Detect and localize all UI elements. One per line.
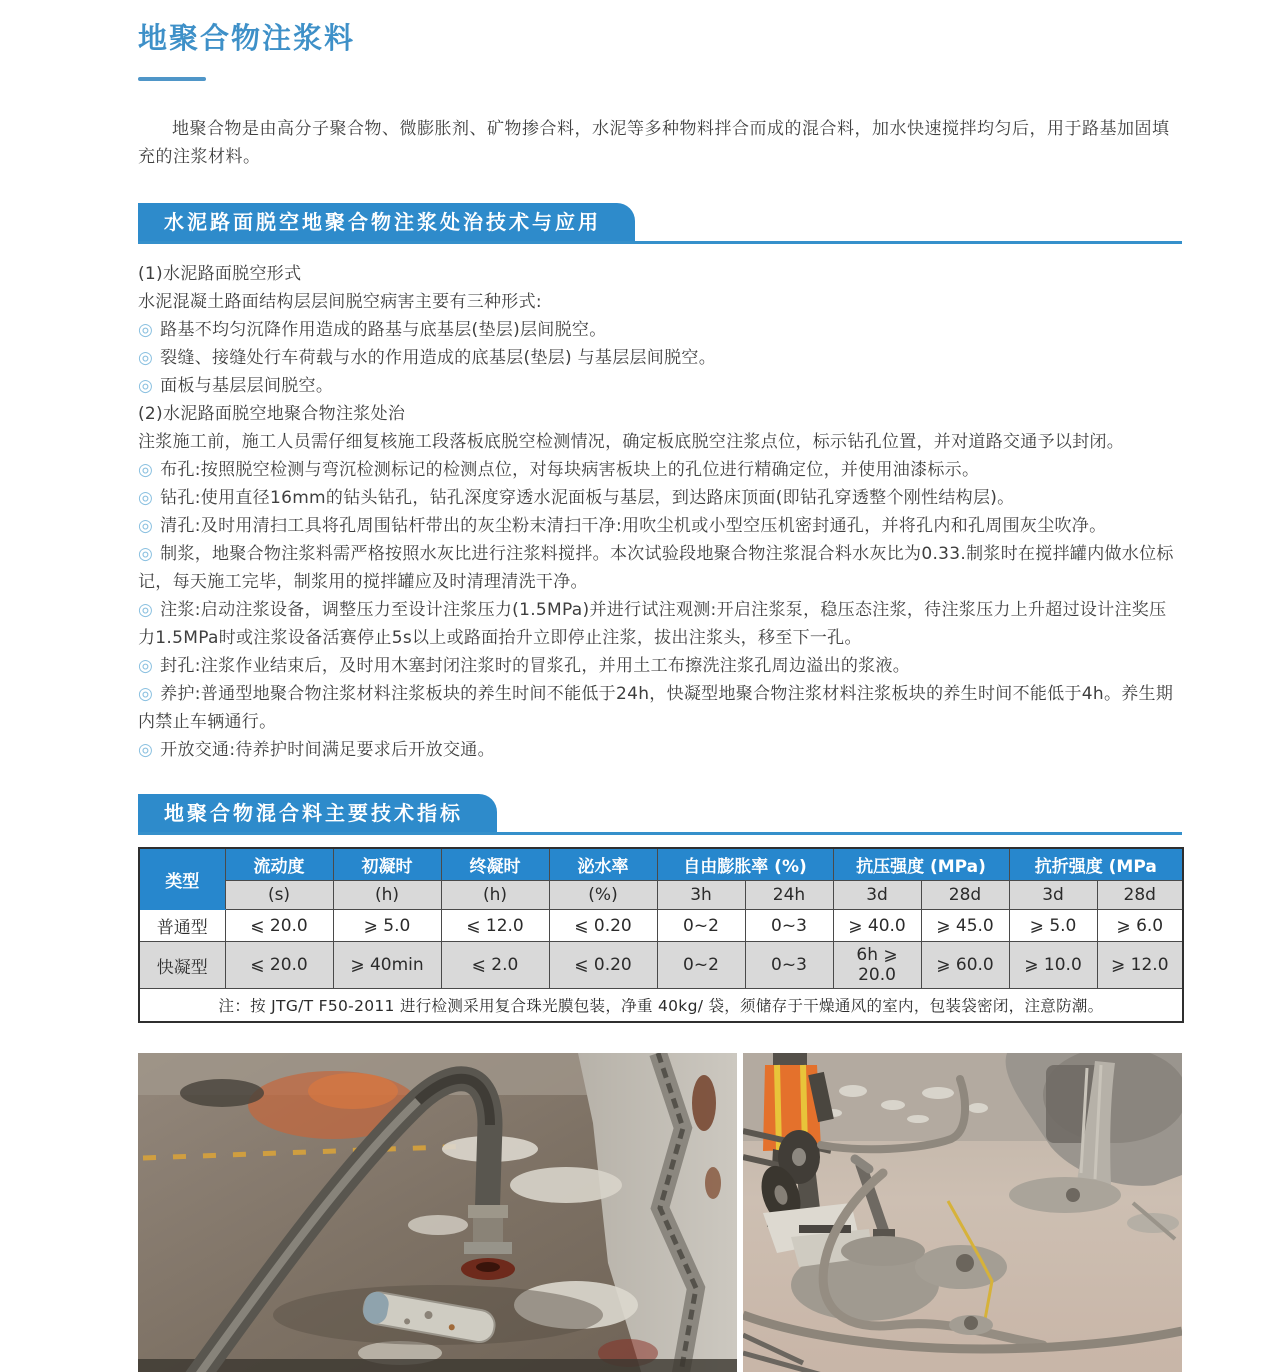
section-banner-row-2 (138, 794, 1182, 835)
grout-hole-mound (956, 1254, 974, 1272)
bullet-item: ◎ 裂缝、接缝处行车荷载与水的作用造成的底基层(垫层) 与基层层间脱空。 (138, 348, 717, 368)
value-cell: ⩽ 20.0 (225, 942, 333, 989)
unit-cell: (%) (549, 881, 657, 910)
page-title: 地聚合物注浆料 (138, 21, 356, 55)
unit-cell: 28d (921, 881, 1009, 910)
spec-table (138, 847, 1184, 1023)
rust-spot (692, 1075, 716, 1131)
value-cell: ⩽ 0.20 (549, 942, 657, 989)
table-note: 注：按 JTG/T F50-2011 进行检测采用复合珠光膜包装，净重 40kg/ 袋，须储存于干燥通风的室内，包装袋密闭，注意防潮。 (139, 989, 1183, 1022)
col-header-flexural: 抗折强度 (MPa (1009, 848, 1183, 881)
unit-cell: 3d (1009, 881, 1097, 910)
col-header-expansion: 自由膨胀率 (%) (657, 848, 833, 881)
col-header-initial-set: 初凝时 (333, 848, 441, 881)
ring-bullet-icon: ◎ (138, 600, 154, 620)
value-cell: ⩾ 45.0 (921, 910, 1009, 942)
ring-bullet-icon: ◎ (138, 684, 154, 704)
value-cell: ⩾ 5.0 (333, 910, 441, 942)
col-header-bleeding: 泌水率 (549, 848, 657, 881)
bullet-item: ◎ 布孔:按照脱空检测与弯沉检测标记的检测点位，对每块病害板块上的孔位进行精确定位，并使用油漆标示。 (138, 460, 980, 480)
unit-cell: (h) (441, 881, 549, 910)
value-cell: 0~2 (657, 910, 745, 942)
value-cell: ⩾ 12.0 (1097, 942, 1183, 989)
value-cell: ⩾ 40min (333, 942, 441, 989)
section-body (138, 260, 1182, 764)
table-header-row-1 (139, 848, 1183, 881)
col-header-compressive: 抗压强度 (MPa) (833, 848, 1009, 881)
value-cell: ⩽ 12.0 (441, 910, 549, 942)
bullet-item: ◎ 钻孔:使用直径16mm的钻头钻孔，钻孔深度穿透水泥面板与基层，到达路床顶面(即钻孔穿透整个刚性结构层)。 (138, 488, 1015, 508)
unit-cell: 3h (657, 881, 745, 910)
value-cell: ⩾ 40.0 (833, 910, 921, 942)
ring-bullet-icon: ◎ (138, 460, 154, 480)
paragraph: 水泥混凝土路面结构层层间脱空病害主要有三种形式: (138, 292, 542, 312)
value-cell: ⩾ 10.0 (1009, 942, 1097, 989)
photo-grouting-hose-in-pavement (138, 1053, 737, 1372)
col-header-fluidity: 流动度 (225, 848, 333, 881)
ring-bullet-icon: ◎ (138, 376, 154, 396)
value-cell: ⩽ 20.0 (225, 910, 333, 942)
table-note-row (139, 989, 1183, 1022)
ring-bullet-icon: ◎ (138, 488, 154, 508)
value-cell: 0~3 (745, 910, 833, 942)
value-cell: 0~3 (745, 942, 833, 989)
bullet-item: ◎ 开放交通:待养护时间满足要求后开放交通。 (138, 740, 495, 760)
unit-cell: 28d (1097, 881, 1183, 910)
paragraph: (2)水泥路面脱空地聚合物注浆处治 (138, 404, 406, 424)
intro-paragraph: 地聚合物是由高分子聚合物、微膨胀剂、矿物掺合料，水泥等多种物料拌合而成的混合料，加水快速搅拌均匀后，用于路基加固填充的注浆材料。 (138, 119, 1170, 167)
value-cell: ⩾ 6.0 (1097, 910, 1183, 942)
table-row-fast-type (139, 942, 1183, 989)
value-cell: ⩾ 5.0 (1009, 910, 1097, 942)
unit-cell: 3d (833, 881, 921, 910)
row-label: 普通型 (139, 910, 225, 942)
unit-cell: 24h (745, 881, 833, 910)
ring-bullet-icon: ◎ (138, 516, 154, 536)
ring-bullet-icon: ◎ (138, 544, 154, 564)
row-label: 快凝型 (139, 942, 225, 989)
wet-patch-right (1009, 1177, 1121, 1213)
bullet-item: ◎ 面板与基层层间脱空。 (138, 376, 334, 396)
col-header-type: 类型 (139, 848, 225, 910)
value-cell: 0~2 (657, 942, 745, 989)
bullet-item: ◎ 路基不均匀沉降作用造成的路基与底基层(垫层)层间脱空。 (138, 320, 607, 340)
table-header-row-2 (139, 881, 1183, 910)
bullet-item: ◎ 封孔:注浆作业结束后，及时用木塞封闭注浆时的冒浆孔，并用土工布擦洗注浆孔周边溢出的浆液。 (138, 656, 911, 676)
unit-cell: (s) (225, 881, 333, 910)
paragraph: 注浆施工前，施工人员需仔细复核施工段落板底脱空检测情况，确定板底脱空注浆点位，标示钻孔位置，并对道路交通予以封闭。 (138, 432, 1125, 452)
col-header-final-set: 终凝时 (441, 848, 549, 881)
injection-fitting (461, 1205, 515, 1280)
value-cell: ⩾ 60.0 (921, 942, 1009, 989)
photo-grouting-worksite (743, 1053, 1182, 1372)
value-cell: ⩽ 0.20 (549, 910, 657, 942)
ring-bullet-icon: ◎ (138, 320, 154, 340)
value-cell: 6h ⩾ 20.0 (833, 942, 921, 989)
section-banner-row-1 (138, 203, 1182, 244)
value-cell: ⩽ 2.0 (441, 942, 549, 989)
bullet-item: ◎ 注浆:启动注浆设备，调整压力至设计注浆压力(1.5MPa)并进行试注观测:开启注浆泵，稳压态注浆，待注浆压力上升超过设计注奖压力1.5MPa时或注浆设备活赛停止5s以上或路面抬升立即停止注浆，拔出注浆头，移至下一孔。 (138, 600, 1167, 648)
table-row-normal-type (139, 910, 1183, 942)
ring-bullet-icon: ◎ (138, 656, 154, 676)
unit-cell: (h) (333, 881, 441, 910)
photo-row (138, 1053, 1182, 1372)
ring-bullet-icon: ◎ (138, 348, 154, 368)
section-banner-technology: 水泥路面脱空地聚合物注浆处治技术与应用 (138, 203, 635, 241)
section-banner-specs: 地聚合物混合料主要技术指标 (138, 794, 497, 832)
bullet-item: ◎ 养护:普通型地聚合物注浆材料注浆板块的养生时间不能低于24h，快凝型地聚合物注浆材料注浆板块的养生时间不能低于4h。养生期内禁止车辆通行。 (138, 684, 1174, 732)
bullet-item: ◎ 制浆，地聚合物注浆料需严格按照水灰比进行注浆料搅拌。本次试验段地聚合物注浆混合料水灰比为0.33.制浆时在搅拌罐内做水位标记，每天施工完毕，制浆用的搅拌罐应及时清理清洗干净。 (138, 544, 1174, 592)
bullet-item: ◎ 清孔:及时用清扫工具将孔周围钻杆带出的灰尘粉末清扫干净:用吹尘机或小型空压机密封通孔，并将孔内和孔周围灰尘吹净。 (138, 516, 1107, 536)
title-underline (138, 77, 206, 81)
ring-bullet-icon: ◎ (138, 740, 154, 760)
paragraph: (1)水泥路面脱空形式 (138, 264, 302, 284)
